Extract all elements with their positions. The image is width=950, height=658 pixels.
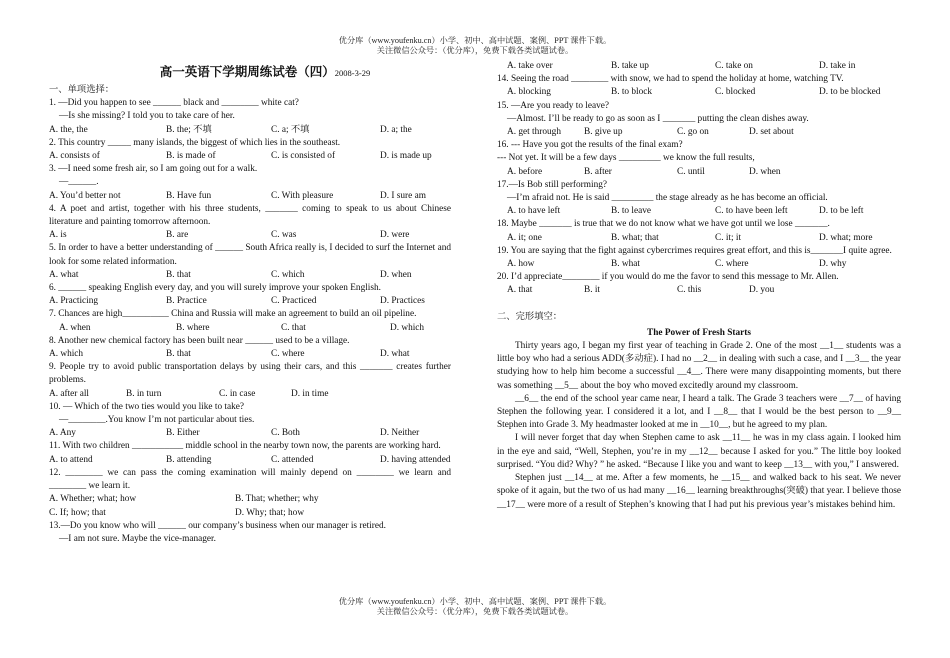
option: A. Practicing: [49, 296, 99, 307]
option: C. go on: [677, 127, 709, 138]
question-stem: —Almost. I’ll be ready to go as soon as I _______ putting the clean dishes away.: [507, 113, 809, 124]
option: B. Either: [166, 428, 200, 439]
question-6: [49, 282, 451, 308]
question-18: [497, 218, 901, 244]
question-options: [49, 295, 451, 308]
option: C. is consisted of: [271, 151, 336, 162]
option: B. attending: [166, 454, 212, 465]
question-options: [497, 126, 901, 139]
option: D. when: [749, 166, 781, 177]
question-options: [497, 205, 901, 218]
option: A. blocking: [507, 87, 551, 98]
question-stem: 9. People try to avoid public transportation delays by using their cars, and this _______ creates further problems.: [49, 362, 451, 386]
question-options: [497, 258, 901, 271]
footer-line-2: 关注微信公众号：（优分库），免费下载各类试题试卷。: [376, 607, 574, 616]
question-3: [49, 163, 451, 203]
option: A. consists of: [49, 151, 100, 162]
exam-date: 2008-3-29: [334, 68, 371, 78]
question-stem: —Is she missing? I told you to take care of her.: [59, 111, 235, 122]
question-stem: 5. In order to have a better understanding of ______ South Africa really is, I decided to surf the Internet and look for some related information.: [49, 243, 451, 267]
footer-line-1: 优分库（www.youfenku.cn）小学、初中、高中试题、案例、PPT 课件下载。: [338, 597, 612, 606]
option: B. that: [166, 349, 191, 360]
question-options: [497, 232, 901, 245]
question-options: [497, 166, 901, 179]
reading-title: The Power of Fresh Starts: [647, 327, 751, 338]
reading-paragraph: Stephen just __14__ at me. After a few moments, he __15__ and walked back to his seat. We never spoke of it again, but the two of us had many __16__ learning breakthroughs(突破) that year. I believe those __17__ were more of a result of Stephen’s knowing that I had put his previous year’s mistakes behind him.: [497, 473, 901, 510]
option: D. Neither: [380, 428, 420, 439]
option: C. Practiced: [271, 296, 317, 307]
option: C. until: [677, 166, 705, 177]
question-10: [49, 401, 451, 441]
question-16: [497, 139, 901, 179]
question-options: [49, 507, 451, 520]
question-stem: 10. — Which of the two ties would you like to take?: [49, 401, 245, 412]
option: D. to be left: [819, 206, 864, 217]
option: C. take on: [715, 61, 753, 71]
option: D. having attended: [380, 454, 451, 465]
page-footer: [0, 597, 950, 617]
left-column: [49, 60, 451, 546]
option: D. you: [749, 285, 775, 296]
option: C. a; 不填: [271, 124, 310, 135]
option: A. to have left: [507, 206, 561, 217]
question-stem: 19. You are saying that the fight against cybercrimes requires great effort, and this is_______I quite agree.: [497, 245, 892, 256]
question-5: [49, 242, 451, 282]
option: A. take over: [507, 61, 553, 71]
question-stem: 1. —Did you happen to see ______ black and ________ white cat?: [49, 98, 299, 109]
question-9: [49, 361, 451, 401]
option: A. before: [507, 166, 543, 177]
question-2: [49, 137, 451, 163]
option: B. to block: [611, 87, 653, 98]
option: A. which: [49, 349, 84, 360]
option: C. this: [677, 285, 702, 296]
option: B. take up: [611, 61, 649, 71]
question-stem: 3. —I need some fresh air, so I am going out for a walk.: [49, 164, 258, 175]
question-13: [49, 520, 451, 546]
option: D. I sure am: [380, 190, 426, 201]
question-1: [49, 97, 451, 137]
option: C. attended: [271, 454, 314, 465]
option: D. to be blocked: [819, 87, 881, 98]
option: C. in case: [219, 388, 256, 399]
question-options: [497, 284, 901, 297]
option: B. is made of: [166, 151, 216, 162]
option: C. that: [281, 322, 306, 333]
option: D. which: [390, 322, 425, 333]
question-options: [497, 60, 901, 73]
question-stem: 8. Another new chemical factory has been built near ______ used to be a village.: [49, 335, 350, 346]
option: D. Why; that; how: [235, 507, 305, 518]
reading-paragraph: __6__ the end of the school year came near, I heard a talk. The Grade 3 teachers were __7__ of having Stephen the following year. I considered it a lot, and I __8__ that I would be the best person to __9__ Stephen into Grade 3. My headmaster looked at me in __10__, but he agreed to my plan.: [497, 393, 901, 431]
option: D. take in: [819, 61, 856, 71]
option: B. what: [611, 259, 640, 270]
option: D. a; the: [380, 124, 412, 135]
option: C. blocked: [715, 87, 756, 98]
question-stem: —I am not sure. Maybe the vice-manager.: [59, 533, 216, 544]
option: A. what: [49, 269, 79, 280]
option: C. With pleasure: [271, 190, 334, 201]
option: A. Whether; what; how: [49, 494, 137, 505]
option: A. the, the: [49, 124, 88, 135]
question-stem: 7. Chances are high__________ China and Russia will make an agreement to build an oil pipeline.: [49, 309, 417, 320]
spacer: [497, 298, 901, 311]
question-stem: 15. —Are you ready to leave?: [497, 100, 610, 111]
question-stem: 4. A poet and artist, together with his three students, _______ coming to speak to us about Chinese literature and painting tomorrow afternoon.: [49, 203, 451, 228]
question-7: [49, 308, 451, 334]
question-options: [49, 229, 451, 242]
option: D. is made up: [380, 151, 432, 162]
option: C. it; it: [715, 232, 742, 243]
question-4: [49, 203, 451, 243]
question-17: [497, 179, 901, 219]
option: A. it; one: [507, 232, 542, 243]
question-stem: 17.—Is Bob still performing?: [497, 179, 608, 190]
question-stem: 18. Maybe _______ is true that we do not know what we have got until we lose _______.: [497, 219, 830, 230]
option: A. to attend: [49, 454, 93, 465]
option: A. when: [59, 322, 91, 333]
question-stem: --- Not yet. It will be a few days _________ we know the full results,: [497, 153, 755, 164]
option: C. which: [271, 269, 305, 280]
option: D. in time: [291, 388, 329, 399]
question-12: [49, 467, 451, 520]
question-15: [497, 100, 901, 140]
option: D. set about: [749, 127, 794, 138]
option: D. when: [380, 269, 412, 280]
option: A. You’d better not: [49, 190, 121, 201]
question-stem: 13.—Do you know who will ______ our company’s business when our manager is retired.: [49, 520, 386, 531]
option: A. is: [49, 230, 67, 241]
question-11: [49, 440, 451, 466]
question-options: [49, 348, 451, 361]
question-options: [49, 388, 451, 401]
option: B. Practice: [166, 296, 207, 307]
question-options: [49, 150, 451, 163]
option: A. that: [507, 285, 533, 296]
option: B. what; that: [611, 232, 659, 243]
option: B. that: [166, 269, 191, 280]
option: B. to leave: [611, 206, 652, 217]
option: B. it: [584, 285, 601, 296]
option: B. where: [176, 322, 210, 333]
option: B. after: [584, 166, 612, 177]
page-header: [0, 36, 950, 56]
option: B. the; 不填: [166, 124, 212, 135]
question-stem: 11. With two children ___________ middle school in the nearby town now, the parents are working hard.: [49, 441, 441, 452]
option: C. was: [271, 230, 297, 241]
question-stem: 16. --- Have you got the results of the final exam?: [497, 140, 683, 151]
option: B. in turn: [126, 388, 162, 399]
question-stem: 20. I’d appreciate________ if you would do me the favor to send this message to Mr. Allen.: [497, 272, 839, 283]
option: A. how: [507, 259, 535, 270]
option: C. If; how; that: [49, 507, 106, 518]
header-line-1: 优分库（www.youfenku.cn）小学、初中、高中试题、案例、PPT 课件下载。: [338, 36, 612, 45]
page-title: 高一英语下学期周练试卷（四）2008-3-29: [159, 64, 371, 79]
option: D. what; more: [819, 232, 873, 243]
question-stem: 14. Seeing the road ________ with snow, we had to spend the holiday at home, watching TV.: [497, 74, 844, 85]
question-14: [497, 73, 901, 99]
question-stem: —______.: [59, 177, 99, 188]
question-20: [497, 271, 901, 297]
option: D. why: [819, 259, 847, 270]
question-19: [497, 245, 901, 271]
option: B. are: [166, 230, 189, 241]
reading-paragraph: Thirty years ago, I began my first year of teaching in Grade 2. One of the most __1__ students was a little boy who had a serious ADD(多动症). I had no __2__ in dealing with such a case, and I __3__ the year studying how to help him become a successful __4__. There were many disappointing moments, but there was something __5__ about the boy who moved excitedly around my classroom.: [497, 341, 901, 391]
question-options: [49, 427, 451, 440]
option: D. Practices: [380, 296, 425, 307]
question-8: [49, 335, 451, 361]
section-heading: 二、完形填空：: [497, 311, 563, 322]
question-stem: 12. ________ we can pass the coming examination will mainly depend on ________ we learn and ________ we learn it.: [49, 467, 451, 492]
option: B. Have fun: [166, 190, 212, 201]
section-heading: 一、单项选择：: [49, 85, 115, 95]
question-options: [497, 86, 901, 99]
reading-paragraph: I will never forget that day when Stephen came to ask __11__ he was in my class again. I looked him in the eye and said, “Well, Stephen, you’re in my __12__ because I asked for you.” The little boy looked surprised. “You did? Why? ” he asked. “Because I like you and want to keep __13__ with you,” I answered.: [497, 433, 901, 470]
header-line-2: 关注微信公众号：（优分库），免费下载各类试题试卷。: [376, 46, 574, 55]
question-options: [49, 454, 451, 467]
option: C. Both: [271, 428, 300, 439]
option: C. to have been left: [715, 206, 788, 217]
question-stem: 6. ______ speaking English every day, and you will surely improve your spoken English.: [49, 283, 381, 294]
question-options: [49, 124, 451, 137]
option: D. what: [380, 349, 410, 360]
option: C. where: [715, 259, 749, 270]
option: B. give up: [584, 127, 623, 138]
question-options: [49, 269, 451, 282]
question-stem: —I’m afraid not. He is said _________ the stage already as he has become an official.: [507, 193, 828, 204]
option: A. Any: [49, 428, 76, 439]
option: C. where: [271, 349, 305, 360]
option: A. get through: [507, 127, 561, 138]
question-options: [49, 493, 451, 506]
question-options: [49, 190, 451, 203]
option: D. were: [380, 230, 410, 241]
option: B. That; whether; why: [235, 494, 319, 505]
question-stem: —________.You know I’m not particular about ties.: [59, 415, 255, 426]
right-column: [497, 60, 901, 512]
option: A. after all: [49, 388, 90, 399]
question-stem: 2. This country _____ many islands, the biggest of which lies in the southeast.: [49, 137, 341, 148]
question-options: [49, 322, 451, 335]
